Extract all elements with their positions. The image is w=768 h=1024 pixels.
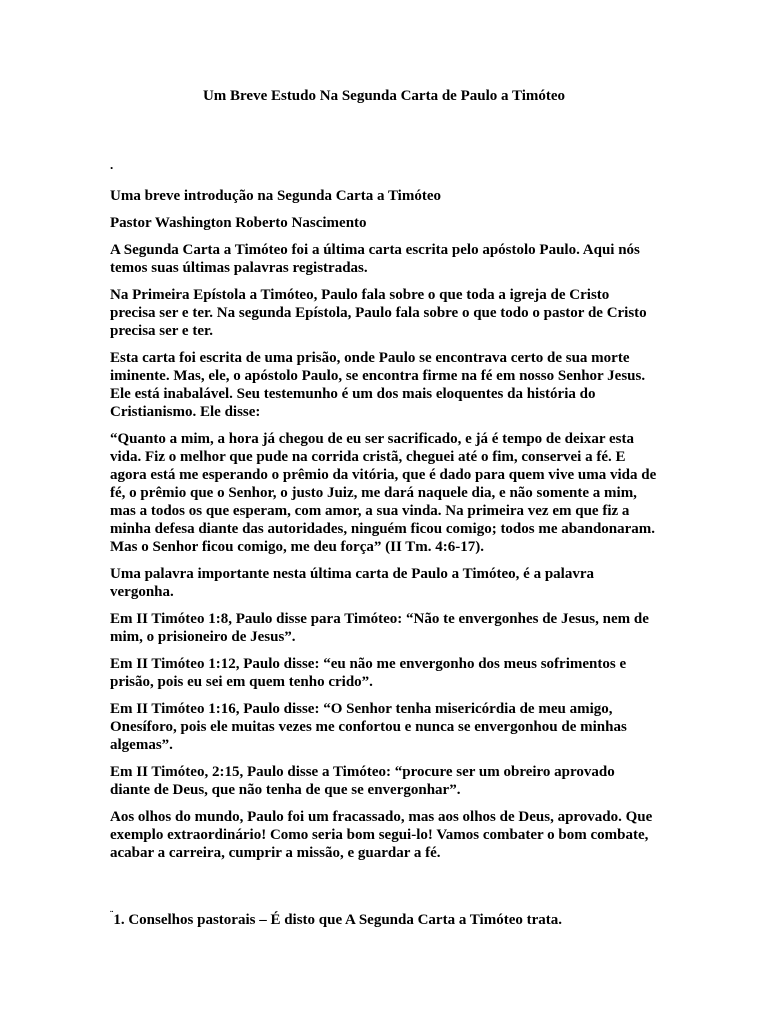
document-title: Um Breve Estudo Na Segunda Carta de Paulo a Timóteo <box>202 88 566 104</box>
paragraph: Em II Timóteo, 2:15, Paulo disse a Timóteo: “procure ser um obreiro aprovado diante de Deus, que não tenha de que se envergonhar”. <box>110 764 615 798</box>
paragraph: Uma palavra importante nesta última carta de Paulo a Timóteo, é a palavra vergonha. <box>110 566 594 600</box>
paragraph: Aos olhos do mundo, Paulo foi um fracassado, mas aos olhos de Deus, aprovado. Que exemplo extraordinário! Como seria bom segui-lo! Vamos combater o bom combate, acabar a carreira, cumprir a missão, e guardar a fé. <box>110 809 653 861</box>
paragraph: Esta carta foi escrita de uma prisão, onde Paulo se encontrava certo de sua morte iminente. Mas, ele, o apóstolo Paulo, se encontra firme na fé em nosso Senhor Jesus. Ele está inabalável. Seu testemunho é um dos mais eloquentes da história do Cristianismo. Ele disse: <box>110 350 646 420</box>
quote-paragraph: “Quanto a mim, a hora já chegou de eu ser sacrificado, e já é tempo de deixar esta vida. Fiz o melhor que pude na corrida cristã, cheguei até o fim, conservei a fé. E agora está me esperando o prêmio da vitória, que é dado para quem vive uma vida de fé, o prêmio que o Senhor, o justo Juiz, me dará naquele dia, e não somente a mim, mas a todos os que esperam, com amor, a sua vinda. Na primeira vez em que fiz a minha defesa diante das autoridades, ninguém ficou comigo; todos me abandonaram. Mas o Senhor ficou comigo, me deu força” (II Tm. 4:6-17). <box>110 431 657 555</box>
section-one-text: 1. Conselhos pastorais – É disto que A Segunda Carta a Timóteo trata. <box>113 912 563 928</box>
document-body <box>110 187 658 871</box>
paragraph: A Segunda Carta a Timóteo foi a última carta escrita pelo apóstolo Paulo. Aqui nós temos suas últimas palavras registradas. <box>110 242 640 276</box>
section-heading: Uma breve introdução na Segunda Carta a Timóteo <box>110 188 441 204</box>
paragraph: Na Primeira Epístola a Timóteo, Paulo fala sobre o que toda a igreja de Cristo precisa ser e ter. Na segunda Epístola, Paulo fala sobre o que todo o pastor de Cristo precisa ser e ter. <box>110 287 647 339</box>
paragraph: Em II Timóteo 1:8, Paulo disse para Timóteo: “Não te envergonhes de Jesus, nem de mim, o prisioneiro de Jesus”. <box>110 611 649 645</box>
footnote-mark: ¨ <box>110 910 114 921</box>
paragraph: Em II Timóteo 1:12, Paulo disse: “eu não me envergonho dos meus sofrimentos e prisão, pois eu sei em quem tenho crido”. <box>110 656 627 690</box>
dot-mark: . <box>110 157 114 172</box>
author-line: Pastor Washington Roberto Nascimento <box>110 215 367 231</box>
paragraph: Em II Timóteo 1:16, Paulo disse: “O Senhor tenha misericórdia de meu amigo, Onesíforo, pois ele muitas vezes me confortou e nunca se envergonhou de minhas algemas”. <box>110 701 627 753</box>
section-one-heading <box>110 911 562 929</box>
